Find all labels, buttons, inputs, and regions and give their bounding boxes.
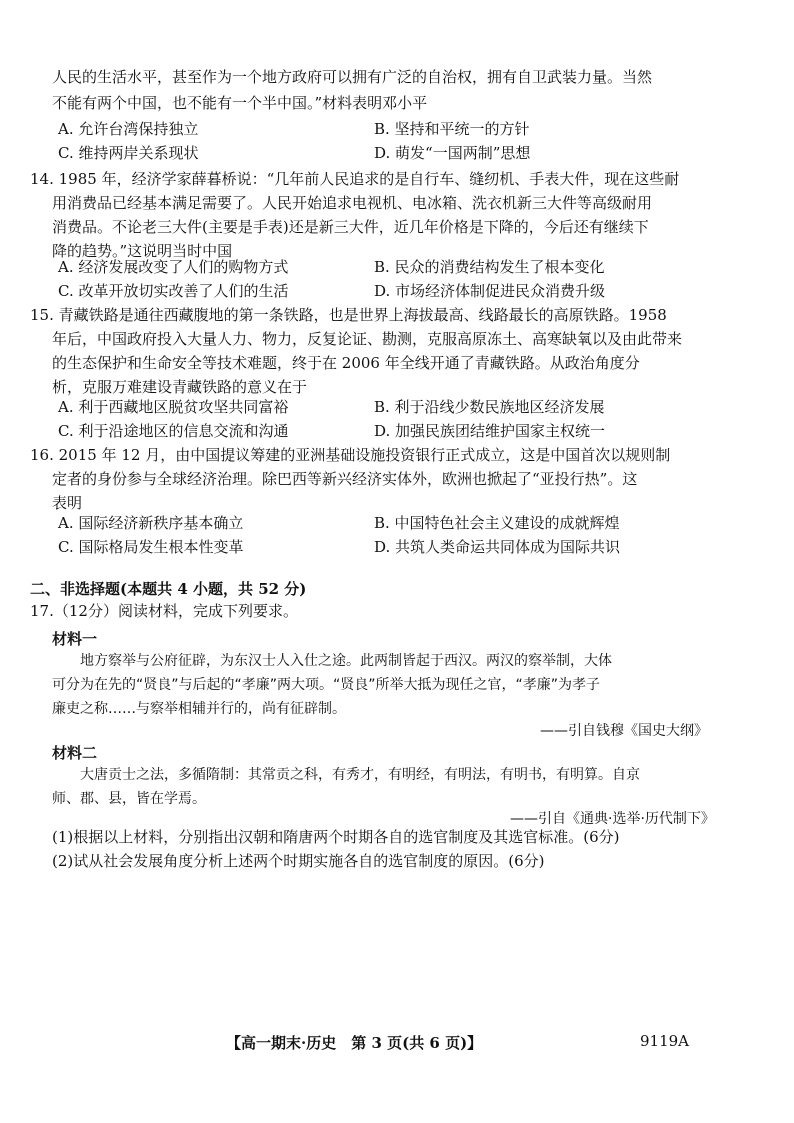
q15-stem-line2: 年后，中国政府投入大量人力、物力，反复论证、勘测，克服高原冻土、高寒缺氧以及由此带来 [52,330,683,348]
q16-stem-line2: 定者的身份参与全球经济治理。除巴西等新兴经济实体外，欧洲也掀起了“亚投行热”。这 [52,470,638,488]
q14-option-c: C. 改革开放切实改善了人们的生活 [58,282,289,300]
q13-stem-line2: 不能有两个中国，也不能有一个半中国。”材料表明邓小平 [52,94,428,112]
q13-option-c: C. 维持两岸关系现状 [58,144,199,162]
q15-stem-line4: 析，克服万难建设青藏铁路的意义在于 [52,378,308,396]
q15-option-c: C. 利于沿途地区的信息交流和沟通 [58,422,289,440]
q13-option-b: B. 坚持和平统一的方针 [374,120,530,138]
q13-option-a: A. 允许台湾保持独立 [58,120,199,138]
q15-option-b: B. 利于沿线少数民族地区经济发展 [374,398,605,416]
q16-option-d: D. 共筑人类命运共同体成为国际共识 [374,538,621,556]
q14-option-a: A. 经济发展改变了人们的购物方式 [58,258,289,276]
material-two-line2: 师、郡、县，皆在学焉。 [52,791,206,807]
q14-option-b: B. 民众的消费结构发生了根本变化 [374,258,605,276]
q14-stem-line2: 用消费品已经基本满足需要了。人民开始追求电视机、电冰箱、洗衣机新三大件等高级耐用 [52,194,653,212]
q14-stem-line3: 消费品。不论老三大件(主要是手表)还是新三大件，近几年价格是下降的，今后还有继续下 [52,218,649,236]
q14-stem-line4: 降的趋势。”这说明当时中国 [52,242,233,260]
q14-stem-line1: 14. 1985 年，经济学家薛暮桥说：“几年前人民追求的是自行车、缝纫机、手表大件，现在这些耐 [30,170,680,188]
q16-option-a: A. 国际经济新秩序基本确立 [58,514,244,532]
exam-code: 9119A [640,1032,690,1050]
q14-option-d: D. 市场经济体制促进民众消费升级 [374,282,606,300]
q13-stem-line1: 人民的生活水平，甚至作为一个地方政府可以拥有广泛的自治权，拥有自卫武装力量。当然 [52,68,653,86]
material-two-source: ——引自《通典·选举·历代制下》 [510,811,715,827]
section-heading: 二、非选择题(本题共 4 小题，共 52 分) [30,580,307,598]
material-two-line1: 大唐贡士之法，多循隋制：其常贡之科，有秀才，有明经，有明法，有明书，有明算。自京 [80,767,640,783]
material-one-line1: 地方察举与公府征辟，为东汉士人入仕之途。此两制皆起于西汉。两汉的察举制，大体 [80,653,612,669]
q16-option-c: C. 国际格局发生根本性变革 [58,538,244,556]
q16-stem-line1: 16. 2015 年 12 月，由中国提议筹建的亚洲基础设施投资银行正式成立，这是中国首次以规则制 [30,446,671,464]
q16-stem-line3: 表明 [52,494,83,512]
q17-intro: 17.（12分）阅读材料，完成下列要求。 [30,602,298,620]
q15-stem-line1: 15. 青藏铁路是通往西藏腹地的第一条铁路，也是世界上海拔最高、线路最长的高原铁路。1958 [30,306,667,324]
q16-option-b: B. 中国特色社会主义建设的成就辉煌 [374,514,620,532]
q17-requirement-1: (1)根据以上材料，分别指出汉朝和隋唐两个时期各自的选官制度及其选官标准。(6分) [52,828,620,846]
q15-option-d: D. 加强民族团结维护国家主权统一 [374,422,606,440]
q15-stem-line3: 的生态保护和生命安全等技术难题，终于在 2006 年全线开通了青藏铁路。从政治角度分 [52,354,640,372]
page-footer: 【高一期末·历史 第 3 页(共 6 页)】 [226,1034,483,1052]
q15-option-a: A. 利于西藏地区脱贫攻坚共同富裕 [58,398,289,416]
material-one-line3: 廉吏之称……与察举相辅并行的，尚有征辟制。 [52,701,346,717]
material-one-source: ——引自钱穆《国史大纲》 [540,723,708,739]
material-one-line2: 可分为在先的“贤良”与后起的“孝廉”两大项。“贤良”所举大抵为现任之官，“孝廉”为孝子 [52,677,601,693]
material-one-title: 材料一 [52,630,98,648]
q13-option-d: D. 萌发“一国两制”思想 [374,144,531,162]
material-two-title: 材料二 [52,744,98,762]
q17-requirement-2: (2)试从社会发展角度分析上述两个时期实施各自的选官制度的原因。(6分) [52,852,545,870]
